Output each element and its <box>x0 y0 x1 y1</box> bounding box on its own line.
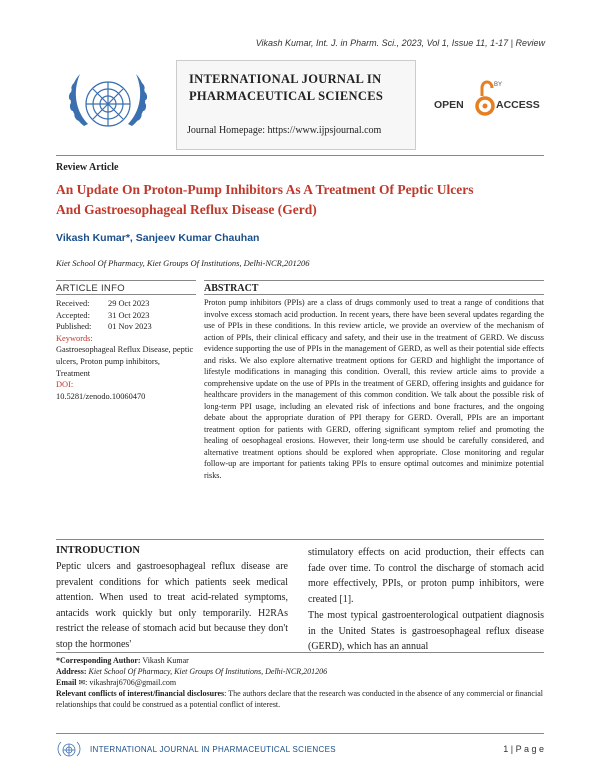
cc-by-text: BY <box>494 82 503 88</box>
conflict-text: : The authors declare that the research was conducted in the absence of any commercial or financial relationships that could be construed as a potential conflict of interest. <box>56 689 543 709</box>
abstract-divider-mid <box>204 294 544 295</box>
introduction-column-2 <box>308 545 544 656</box>
journal-name: INTERNATIONAL JOURNAL IN PHARMACEUTICAL SCIENCES <box>189 72 384 103</box>
article-title: An Update On Proton-Pump Inhibitors As A Treatment Of Peptic Ulcers And Gastroesophageal Reflux Disease (Gerd) <box>56 182 474 217</box>
addr-label: Address: <box>56 667 87 676</box>
keywords-label: Keywords: <box>56 333 93 343</box>
introduction-heading: INTRODUCTION <box>56 545 141 556</box>
doi-link[interactable]: 10.5281/zenodo.10060470 <box>56 391 146 401</box>
author-list: Vikash Kumar*, Sanjeev Kumar Chauhan <box>56 232 260 244</box>
page-number: 1 | P a g e <box>503 744 544 754</box>
footnotes <box>56 655 544 710</box>
running-head: Vikash Kumar, Int. J. in Pharm. Sci., 2023, Vol 1, Issue 11, 1-17 | Review <box>255 38 545 48</box>
journal-header-box <box>176 60 416 150</box>
accepted-row <box>56 310 196 322</box>
doi-label: DOI: <box>56 380 74 390</box>
article-info-divider-top <box>56 280 196 281</box>
accepted-date: 31 Oct 2023 <box>108 310 150 320</box>
email <box>56 677 544 688</box>
footer-un-emblem-icon <box>56 740 82 760</box>
article-info-heading: ARTICLE INFO <box>56 283 125 294</box>
footer-journal-name: INTERNATIONAL JOURNAL IN PHARMACEUTICAL SCIENCES <box>90 745 336 754</box>
published-date: 01 Nov 2023 <box>108 322 152 332</box>
received-label: Received: <box>56 299 90 308</box>
keywords: Gastroesophageal Reflux Disease, peptic ulcers, Proton pump inhibitors, Treatment <box>56 345 194 378</box>
conflict-label: Relevant conflicts of interest/financial disclosures <box>56 689 225 698</box>
open-access-open-text: OPEN <box>434 99 464 111</box>
article-type: Review Article <box>56 162 119 173</box>
addr-text: Kiet School Of Pharmacy, Kiet Groups Of Institutions, Delhi-NCR,201206 <box>88 667 328 676</box>
article-info-divider-mid <box>56 294 196 295</box>
abstract-divider-bottom <box>56 539 544 540</box>
address <box>56 666 544 677</box>
email-icon: ✉ <box>78 678 86 687</box>
published-label: Published: <box>56 322 92 332</box>
corr-label: *Corresponding Author: <box>56 656 141 665</box>
header-divider <box>56 155 544 156</box>
introduction-column-1: Peptic ulcers and gastroesophageal reflux disease are prevalent conditions for which patients seek medical attention. When used to treat acid-related symptoms, antacids work quickly but only temporarily. H2RAs restrict the release of stomach acid but because they don't stop the hormones' <box>56 561 288 650</box>
article-info <box>56 298 196 402</box>
open-access-lock-icon <box>432 76 552 126</box>
email-label: Email <box>56 678 77 687</box>
un-emblem-icon <box>58 64 158 144</box>
intro-paragraph-1: stimulatory effects on acid production, their effects can fade over time. To control the discharge of stomach acid more effectively, PPIs, or proton pump inhibitors, were created [1]. <box>308 547 544 605</box>
received-date: 29 Oct 2023 <box>108 299 150 308</box>
email-address[interactable]: : vikashraj6706@gmail.com <box>85 678 177 687</box>
intro-paragraph-2: The most typical gastroenterological outpatient diagnosis in the United States is gastroesophageal reflux disease (GERD), which has an annual <box>308 610 544 652</box>
published-row <box>56 321 196 333</box>
accepted-label: Accepted: <box>56 310 90 320</box>
conflicts <box>56 688 544 710</box>
received-row <box>56 298 196 310</box>
abstract-heading: ABSTRACT <box>204 283 259 294</box>
journal-homepage[interactable]: Journal Homepage: https://www.ijpsjournal.com <box>187 125 382 136</box>
open-access-access-text: ACCESS <box>496 99 540 111</box>
corr-name: Vikash Kumar <box>142 656 189 665</box>
footer-divider <box>56 733 544 734</box>
corresponding-author <box>56 655 544 666</box>
abstract-text: Proton pump inhibitors (PPIs) are a class of drugs commonly used to treat a range of conditions that involve excess stomach acid production. In recent years, there have been several updates regarding the use of PPIs in these conditions. In this review article, we provide an overview of the mechanism of action of PPIs, their clinical efficacy and safety, and their use in the treatment of GERD. We discuss evidence supporting the use of PPIs in the management of GERD, as well as their potential side effects and risks. We also explore alternative treatment options for GERD and highlight the importance of lifestyle modifications in managing this condition. Overall, this review article aims to provide a comprehensive update on the use of PPIs in the treatment of GERD, offering insights and guidance for healthcare providers in the management of this common condition. We talk about the possible risk of long-term PPI usage, including an elevated risk of infections and bone fractures, and the ongoing debate about the appropriate duration of PPI therapy for GERD. Overall, PPIs are an important treatment option for patients with GERD, offering significant symptom relief and promoting the healing of oesophageal erosions. However, their long-term use should be carefully considered, and alternative treatment options should be explored when appropriate. Close monitoring and regular follow-up are important for patients taking PPIs to ensure optimal outcomes and minimize potential risks. <box>204 298 544 480</box>
footnote-divider <box>56 652 544 653</box>
abstract-divider-top <box>204 280 544 281</box>
affiliation: Kiet School Of Pharmacy, Kiet Groups Of Institutions, Delhi-NCR,201206 <box>56 258 310 268</box>
